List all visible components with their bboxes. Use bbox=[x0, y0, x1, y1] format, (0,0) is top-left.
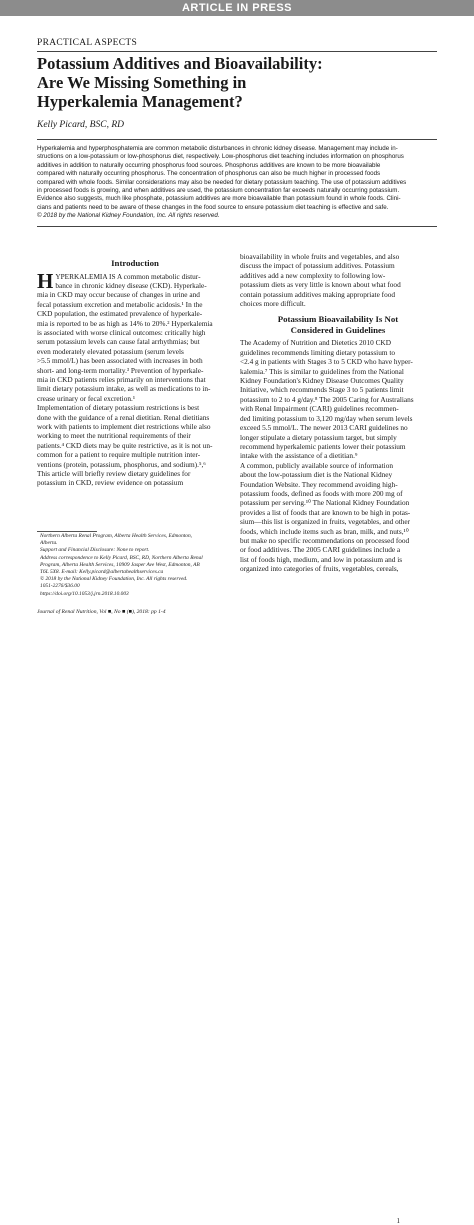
body-line: crease urinary or fecal excretion.¹ bbox=[37, 393, 136, 403]
body-line: choices more difficult. bbox=[240, 299, 306, 309]
body-line: potassium foods, defined as foods with more 200 mg of bbox=[240, 488, 403, 498]
body-line: discuss the impact of potassium additives. Potassium bbox=[240, 261, 395, 271]
body-line: Initiative, which recommends Stage 3 to 5 patients limit bbox=[240, 385, 404, 395]
footnote-rule bbox=[37, 531, 97, 532]
abstract bbox=[37, 145, 437, 221]
abstract-line: in processed foods is growing, and when additives are used, the potassium concentration far exceeds naturally occurring potassium. bbox=[37, 187, 400, 195]
body-line: sium—this list is organized in fruits, vegetables, and other bbox=[240, 517, 411, 527]
abstract-bottom-rule bbox=[37, 226, 437, 227]
header-rule bbox=[37, 51, 437, 52]
body-line: or food additives. The 2005 CARI guidelines include a bbox=[240, 545, 401, 555]
body-line: Implementation of dietary potassium restrictions is best bbox=[37, 403, 200, 413]
body-line: longer stipulate a dietary potassium target, but simply bbox=[240, 432, 397, 442]
body-line: >5.5 mmol/L) has been associated with increases in both bbox=[37, 356, 203, 366]
body-line: is associated with worse clinical outcomes: critically high bbox=[37, 327, 206, 337]
body-line: but make no specific recommendations on processed food bbox=[240, 535, 410, 545]
drop-cap: H bbox=[37, 272, 54, 290]
abstract-top-rule bbox=[37, 139, 437, 140]
body-line: mia in CKD patients relies primarily on interventions that bbox=[37, 374, 206, 384]
footnotes bbox=[40, 533, 230, 598]
body-line: This article will briefly review dietary guidelines for bbox=[37, 469, 191, 479]
abstract-line: Evidence also suggests, much like phosphate, potassium additives are more bioavailable than potassium found in whole foods. Clini- bbox=[37, 195, 401, 203]
body-line: working to meet the nutritional requirements of their bbox=[37, 431, 191, 441]
abstract-line: cians and patients need to be aware of these changes in the food source to ensure potassium diet teaching is effective and safe. bbox=[37, 203, 389, 211]
right-top-paragraph bbox=[240, 252, 436, 308]
body-line: limit dietary potassium intake, as well as medications to in- bbox=[37, 384, 211, 394]
body-line: bioavailability in whole fruits and vegetables, and also bbox=[240, 252, 400, 261]
abstract-line: structions on a low-potassium or low-phosphorus diet, respectively. Low-phosphorus diet teaching includes information on phosphorus bbox=[37, 153, 404, 161]
footnote-line: Program, Alberta Health Services, 10909 Jasper Ave West, Edmonton, AB bbox=[40, 561, 200, 568]
page-footer bbox=[37, 609, 437, 1225]
doi-link[interactable]: https://doi.org/10.1053/j.jrn.2018.10.003 bbox=[40, 590, 129, 597]
body-line: with Renal Impairment (CARI) guidelines recommen- bbox=[240, 404, 399, 414]
body-line: kalemia.⁷ This is similar to guidelines from the National bbox=[240, 366, 404, 376]
body-line: organized into categories of fruits, vegetables, cereals, bbox=[240, 564, 399, 574]
body-line: provides a list of foods that are known to be high in potas- bbox=[240, 507, 411, 517]
body-line: common for a patient to require multiple nutrition inter- bbox=[37, 450, 201, 460]
body-line: ded limiting potassium to 3,120 mg/day when serum levels bbox=[240, 413, 413, 423]
body-line: The Academy of Nutrition and Dietetics 2010 CKD bbox=[240, 338, 391, 348]
abstract-line: compared with naturally occurring phosphorus. The concentration of phosphorus can also be much higher in processed foods bbox=[37, 170, 381, 178]
article-in-press-banner: ARTICLE IN PRESS bbox=[0, 0, 474, 16]
body-line: list of foods high, medium, and low in potassium and is bbox=[240, 554, 403, 564]
page-number: 1 bbox=[396, 1217, 400, 1225]
footnote-line: Alberta. bbox=[40, 540, 58, 547]
copyright-line: © 2018 by the National Kidney Foundation, Inc. All rights reserved. bbox=[37, 212, 220, 220]
body-line: short- and long-term mortality.³ Prevention of hyperkale- bbox=[37, 365, 204, 375]
body-line: foods, which include items such as bran, milk, and nuts,¹⁰ bbox=[240, 526, 409, 536]
introduction-paragraph bbox=[37, 272, 233, 488]
body-line: mia in CKD may occur because of changes in urine and bbox=[37, 290, 200, 300]
body-line: intake with the assistance of a dietitian.⁹ bbox=[240, 451, 358, 461]
title-line: Are We Missing Something in bbox=[37, 73, 247, 92]
body-line: potassium per serving.¹⁰ The National Kidney Foundation bbox=[240, 498, 410, 508]
title-line: Potassium Additives and Bioavailability: bbox=[37, 54, 323, 73]
body-line: guidelines recommends limiting dietary potassium to bbox=[240, 347, 396, 357]
footnote-line: Northern Alberta Renal Program, Alberta Health Services, Edmonton, bbox=[40, 533, 193, 539]
body-line: patients.⁴ CKD diets may be quite restrictive, as it is not un- bbox=[37, 440, 213, 450]
body-line: potassium in CKD, review evidence on potassium bbox=[37, 478, 184, 488]
abstract-line: Hyperkalemia and hyperphosphatemia are common metabolic disturbances in chronic kidney disease. Management may include in- bbox=[37, 145, 398, 152]
heading-line: Potassium Bioavailability Is Not bbox=[277, 314, 399, 325]
body-line: Foundation Website. They recommend avoiding high- bbox=[240, 479, 398, 489]
title-line: Hyperkalemia Management? bbox=[37, 92, 243, 111]
section-tag: PRACTICAL ASPECTS bbox=[37, 38, 138, 48]
footnote-line: Address correspondence to Kelly Picard, BSC, RD, Northern Alberta Renal bbox=[40, 554, 203, 561]
body-line: contain potassium additives making appropriate food bbox=[240, 289, 396, 299]
body-line: potassium to 2 to 4 g/day.⁸ The 2005 Caring for Australians bbox=[240, 394, 414, 404]
introduction-heading: Introduction bbox=[111, 258, 159, 268]
body-line: <2.4 g in patients with Stages 3 to 5 CKD who have hyper- bbox=[240, 357, 413, 367]
body-line: work with patients to implement diet restrictions while also bbox=[37, 422, 211, 431]
body-line: done with the guidance of a renal dietitian. Renal dietitians bbox=[37, 412, 210, 422]
body-line: Kidney Foundation's Kidney Disease Outcomes Quality bbox=[240, 376, 404, 386]
body-line: serum potassium levels can cause fatal arrhythmias; but bbox=[37, 337, 200, 347]
body-line: bance in chronic kidney disease (CKD). Hyperkale- bbox=[55, 280, 207, 290]
footnote-email-line[interactable]: T6L 5X8. E-mail: Kelly.picard@albertahealthservices.ca bbox=[40, 569, 164, 576]
body-line: additives add a new complexity to following low- bbox=[240, 270, 386, 280]
journal-citation: Journal of Renal Nutrition, Vol ■, No ■ (■), 2018: pp 1-4 bbox=[37, 609, 166, 615]
body-line: about the low-potassium diet is the National Kidney bbox=[240, 470, 393, 480]
body-line: mia is reported to be as high as 14% to 20%.² Hyperkalemia bbox=[37, 318, 213, 328]
bioavailability-heading bbox=[240, 314, 436, 335]
right-body-paragraphs bbox=[240, 338, 436, 573]
body-line: ventions (protein, potassium, phosphorus, and sodium).⁵,⁶ bbox=[37, 459, 206, 469]
body-line: CKD population, the estimated prevalence of hyperkale- bbox=[37, 309, 203, 319]
author-byline: Kelly Picard, BSC, RD bbox=[37, 120, 124, 130]
footnote-line: 1051-2276/$36.00 bbox=[40, 583, 80, 590]
body-line: A common, publicly available source of information bbox=[240, 460, 393, 470]
left-body-lines bbox=[37, 290, 233, 488]
footnote-line: Support and Financial Disclosure: None to report. bbox=[40, 547, 150, 554]
right-column bbox=[240, 252, 436, 574]
abstract-line: compared with whole foods. Similar considerations may also be needed for dietary potassium teaching. The use of potassium additives bbox=[37, 178, 407, 186]
body-line: exceed 5.5 mmol/L. The newer 2013 CARI guidelines no bbox=[240, 423, 408, 433]
body-line: recommend hyperkalemic patients lower their potassium bbox=[240, 441, 406, 451]
body-line: potassium diets as very little is known about what food bbox=[240, 280, 401, 290]
article-title bbox=[37, 54, 437, 111]
body-line: YPERKALEMIA IS A common metabolic distur- bbox=[55, 271, 201, 281]
heading-line: Considered in Guidelines bbox=[290, 324, 386, 335]
body-line: fecal potassium excretion and metabolic acidosis.¹ In the bbox=[37, 299, 203, 309]
left-column bbox=[37, 258, 233, 488]
body-line: even moderately elevated potassium (serum levels bbox=[37, 346, 184, 356]
abstract-line: additives in addition to naturally occurring phosphorus food sources. Phosphorus additives are known to be more bioavailable bbox=[37, 161, 381, 169]
footnote-line: © 2018 by the National Kidney Foundation, Inc. All rights reserved. bbox=[40, 576, 188, 583]
